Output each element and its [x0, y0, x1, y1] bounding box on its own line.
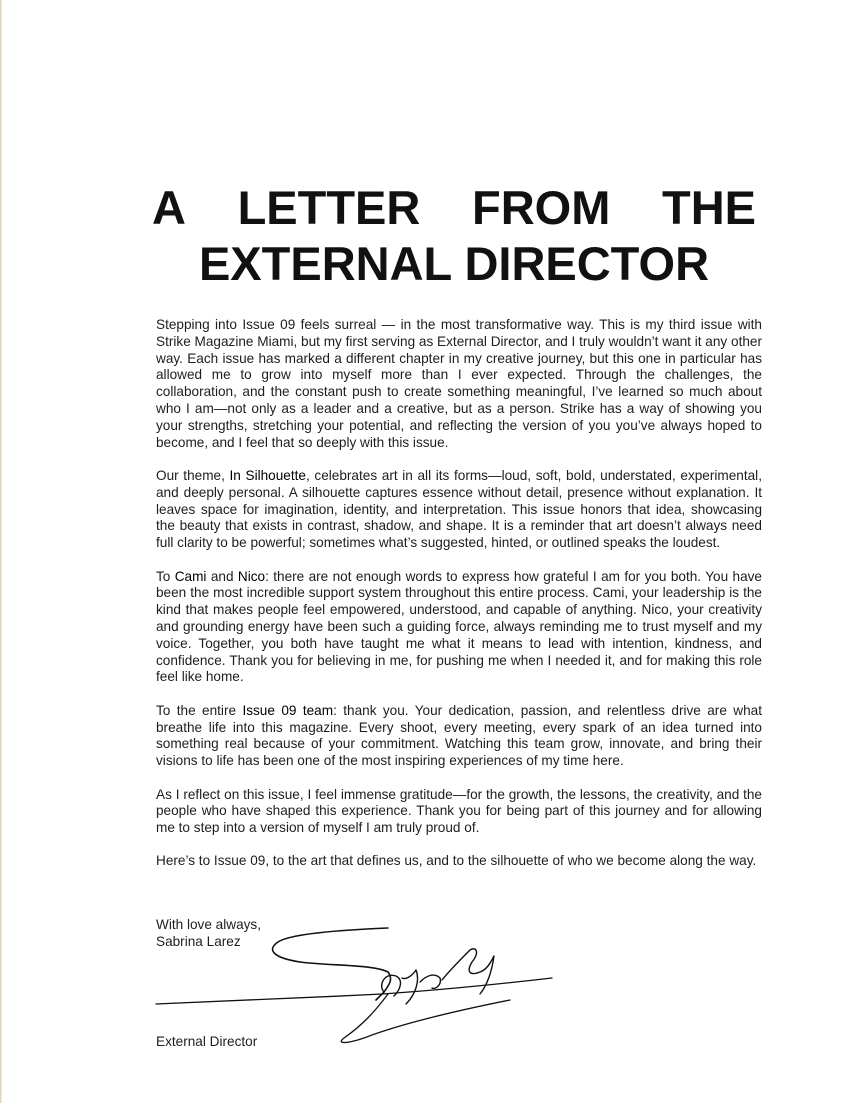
signature-stroke [420, 949, 494, 994]
signoff-text: With love always, [156, 917, 262, 932]
title-word: FROM [471, 181, 611, 234]
text-segment: , celebrates art in all its forms—loud, soft, bold, understated, experimental, and deeply personal. A silhouette captures essence without detail, presence without explanation. It leaves space for imagination, identity, and interpretation. This issue honors that idea, showcasing the beauty that exists in contrast, shadow, and shape. It is a reminder that art doesn’t always need full clarity to be powerful; sometimes what’s suggested, hinted, or outlined speaks the loudest. [156, 467, 762, 551]
paragraph-thanks-team [156, 703, 762, 770]
page-edge [0, 0, 2, 1103]
title-line-1 [152, 180, 756, 236]
paragraph-reflection: As I reflect on this issue, I feel immense gratitude—for the growth, the lessons, the creativity, and the people who have shaped this experience. Thank you for being part of this journey and for allowing me to step into a version of myself I am truly proud of. [156, 786, 762, 836]
theme-name: In Silhouette [229, 467, 306, 483]
letter-body [156, 317, 762, 887]
text-segment: : there are not enough words to express how grateful I am for you both. You have been the most incredible support system throughout this entire process. Cami, your leadership is the kind that makes people feel empowered, understood, and capable of anything. Nico, your creativity and grounding energy have been such a guiding force, always reminding me to trust myself and my voice. Together, you both have taught me what it means to lead with intention, kindness, and confidence. Thank you for believing in me, for pushing me when I needed it, and for making this role feel like home. [156, 568, 762, 685]
person-name: Cami [174, 568, 207, 584]
text-segment: To the entire [156, 702, 243, 718]
paragraph-closing: Here’s to Issue 09, to the art that defines us, and to the silhouette of who we become along the way. [156, 853, 757, 869]
title-word: THE [661, 181, 756, 234]
signature-stroke [273, 928, 391, 1000]
signer-role: External Director [156, 1034, 258, 1049]
team-name: Issue 09 team [242, 702, 334, 718]
title-word: LETTER [237, 181, 421, 234]
paragraph-intro: Stepping into Issue 09 feels surreal — in the most transformative way. This is my third issue with Strike Magazine Miami, but my first serving as External Director, and I truly wouldn’t want it any other way. Each issue has marked a different chapter in my creative journey, but this one in particular has allowed me to grow into myself more than I ever expected. Through the challenges, the collaboration, and the constant push to create something meaningful, I’ve learned so much about who I am—not only as a leader and a creative, but as a person. Strike has a way of showing you your strengths, stretching your potential, and reflecting the version of you you’ve always hoped to become, and I feel that so deeply with this issue. [156, 317, 762, 450]
signer-name: Sabrina Larez [156, 933, 241, 949]
text-segment: Our theme, [156, 467, 230, 483]
page-title [152, 180, 756, 292]
paragraph-theme [156, 468, 762, 552]
text-segment: : thank you. Your dedication, passion, and relentless drive are what breathe life into this magazine. Every shoot, every meeting, every spark of an idea turned into something real because of your commitment. Watching this team grow, innovate, and bring their visions to life has been one of the most inspiring experiences of my time here. [156, 702, 762, 769]
title-line-2: EXTERNAL DIRECTOR [198, 237, 710, 290]
text-segment: To [156, 568, 175, 584]
person-name: Nico [237, 568, 266, 584]
text-segment: and [206, 568, 238, 584]
signature-stroke [156, 978, 552, 1004]
paragraph-thanks-directors [156, 569, 762, 687]
title-word: A [152, 181, 186, 234]
signature-stroke [341, 994, 510, 1043]
